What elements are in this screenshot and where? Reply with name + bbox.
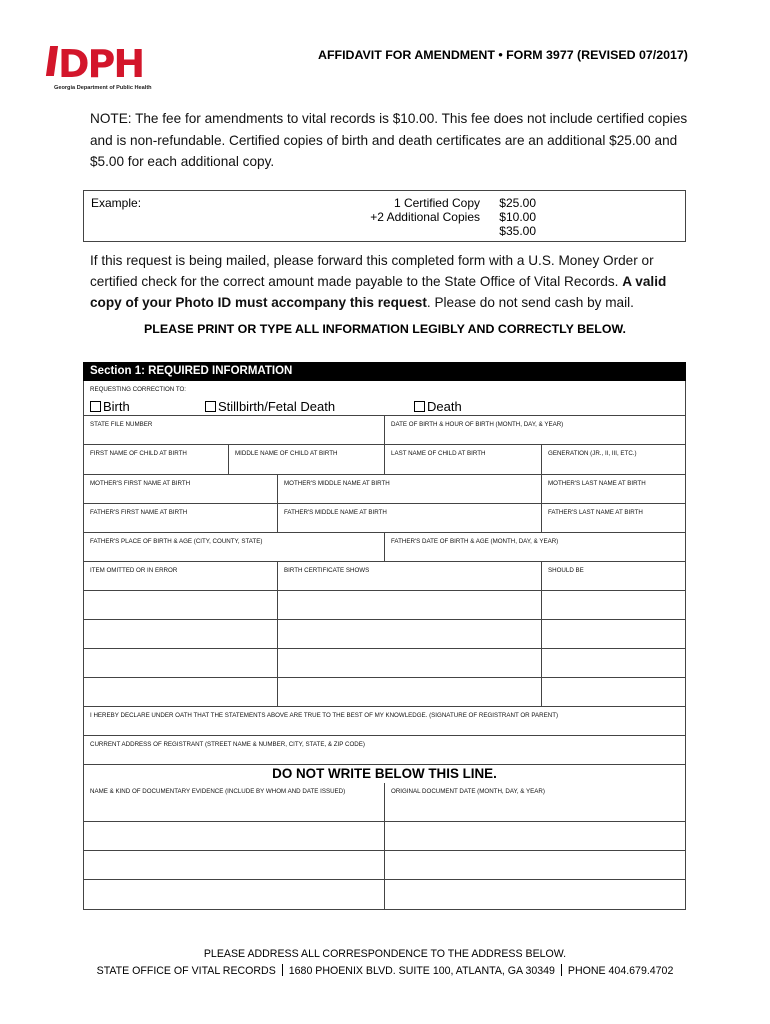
declaration-label: I HEREBY DECLARE UNDER OATH THAT THE STATEMENTS ABOVE ARE TRUE TO THE BEST OF MY KNOWLEDGE. (SIGNATURE OF REGISTRANT OR PARENT) bbox=[90, 712, 559, 719]
child-middle-name-field[interactable] bbox=[228, 445, 384, 474]
photo-id-requirement: A valid copy of your Photo ID must accompany this request bbox=[90, 274, 667, 310]
footer-separator bbox=[561, 964, 562, 976]
original-date-input[interactable] bbox=[384, 880, 685, 909]
generation-field[interactable] bbox=[541, 445, 685, 474]
checkbox-birth-label: Birth bbox=[103, 399, 130, 414]
child-last-name-field[interactable] bbox=[384, 445, 541, 474]
checkbox-death[interactable] bbox=[414, 399, 462, 414]
footer-address bbox=[0, 964, 770, 977]
example-row bbox=[344, 196, 584, 210]
mother-first-name-field[interactable] bbox=[84, 475, 277, 503]
office-use-row bbox=[84, 822, 685, 851]
father-name-row bbox=[84, 504, 685, 533]
mother-name-row bbox=[84, 475, 685, 504]
evidence-input[interactable] bbox=[84, 851, 384, 879]
office-use-row bbox=[84, 851, 685, 880]
certificate-shows-input[interactable] bbox=[277, 678, 541, 706]
father-last-name-field[interactable] bbox=[541, 504, 685, 532]
form-title: AFFIDAVIT FOR AMENDMENT • FORM 3977 (REVISED 07/2017) bbox=[318, 48, 688, 62]
date-of-birth-field[interactable] bbox=[384, 416, 685, 444]
should-be-input[interactable] bbox=[541, 649, 685, 677]
item-omitted-input[interactable] bbox=[84, 620, 277, 648]
should-be-label: SHOULD BE bbox=[548, 567, 584, 574]
should-be-field[interactable] bbox=[541, 562, 685, 590]
mother-middle-name-label: MOTHER'S MIDDLE NAME AT BIRTH bbox=[284, 480, 390, 487]
mailing-instructions bbox=[90, 250, 690, 313]
item-omitted-input[interactable] bbox=[84, 591, 277, 619]
original-document-date-field[interactable] bbox=[384, 783, 685, 821]
mother-first-name-label: MOTHER'S FIRST NAME AT BIRTH bbox=[90, 480, 191, 487]
original-date-input[interactable] bbox=[384, 851, 685, 879]
state-file-number-label: STATE FILE NUMBER bbox=[90, 421, 153, 428]
original-date-input[interactable] bbox=[384, 822, 685, 850]
mail-text-part2: . Please do not send cash by mail. bbox=[426, 295, 634, 310]
should-be-input[interactable] bbox=[541, 678, 685, 706]
example-row-amount: $25.00 bbox=[499, 196, 536, 210]
mother-middle-name-field[interactable] bbox=[277, 475, 541, 503]
checkbox-birth[interactable] bbox=[90, 399, 130, 414]
state-file-row bbox=[84, 416, 685, 445]
item-omitted-input[interactable] bbox=[84, 678, 277, 706]
correction-row bbox=[84, 591, 685, 620]
logo-letters: DPH bbox=[58, 42, 144, 86]
child-name-row bbox=[84, 445, 685, 475]
evidence-input[interactable] bbox=[84, 822, 384, 850]
certificate-shows-field[interactable] bbox=[277, 562, 541, 590]
required-info-form bbox=[83, 381, 686, 910]
footer-phone: PHONE 404.679.4702 bbox=[567, 965, 674, 977]
child-first-name-label: FIRST NAME OF CHILD AT BIRTH bbox=[90, 450, 187, 457]
father-middle-name-label: FATHER'S MIDDLE NAME AT BIRTH bbox=[284, 509, 387, 516]
certificate-shows-input[interactable] bbox=[277, 649, 541, 677]
certificate-shows-input[interactable] bbox=[277, 591, 541, 619]
dph-logo bbox=[48, 44, 150, 96]
mother-last-name-field[interactable] bbox=[541, 475, 685, 503]
item-omitted-input[interactable] bbox=[84, 649, 277, 677]
child-last-name-label: LAST NAME OF CHILD AT BIRTH bbox=[391, 450, 486, 457]
date-of-birth-label: DATE OF BIRTH & HOUR OF BIRTH (MONTH, DAY, & YEAR) bbox=[391, 421, 564, 428]
section-1-header: Section 1: REQUIRED INFORMATION bbox=[83, 362, 686, 381]
father-last-name-label: FATHER'S LAST NAME AT BIRTH bbox=[548, 509, 643, 516]
example-row-label: 1 Certified Copy bbox=[393, 196, 480, 210]
checkbox-stillbirth-label: Stillbirth/Fetal Death bbox=[218, 399, 336, 414]
evidence-input[interactable] bbox=[84, 880, 384, 909]
example-row-label bbox=[344, 224, 480, 238]
mother-last-name-label: MOTHER'S LAST NAME AT BIRTH bbox=[548, 480, 646, 487]
father-middle-name-field[interactable] bbox=[277, 504, 541, 532]
current-address-label: CURRENT ADDRESS OF REGISTRANT (STREET NAME & NUMBER, CITY, STATE, & ZIP CODE) bbox=[90, 741, 365, 748]
state-file-number-field[interactable] bbox=[84, 416, 384, 444]
example-row-amount: $10.00 bbox=[499, 210, 536, 224]
correction-row bbox=[84, 649, 685, 678]
correction-row bbox=[84, 678, 685, 707]
father-first-name-label: FATHER'S FIRST NAME AT BIRTH bbox=[90, 509, 188, 516]
father-first-name-field[interactable] bbox=[84, 504, 277, 532]
current-address-row[interactable] bbox=[84, 736, 685, 765]
footer-correspondence: PLEASE ADDRESS ALL CORRESPONDENCE TO THE ADDRESS BELOW. bbox=[203, 948, 567, 960]
do-not-write-heading: DO NOT WRITE BELOW THIS LINE. bbox=[272, 766, 497, 781]
example-row bbox=[344, 210, 584, 224]
checkbox-stillbirth[interactable] bbox=[205, 399, 335, 414]
father-date-of-birth-field[interactable] bbox=[384, 533, 685, 561]
father-date-of-birth-label: FATHER'S DATE OF BIRTH & AGE (MONTH, DAY, & YEAR) bbox=[391, 538, 559, 545]
father-place-of-birth-field[interactable] bbox=[84, 533, 384, 561]
documentary-evidence-label: NAME & KIND OF DOCUMENTARY EVIDENCE (INCLUDE BY WHOM AND DATE ISSUED) bbox=[90, 788, 346, 795]
father-place-of-birth-label: FATHER'S PLACE OF BIRTH & AGE (CITY, COUNTY, STATE) bbox=[90, 538, 263, 545]
requesting-correction-row bbox=[84, 381, 685, 416]
footer-separator bbox=[282, 964, 283, 976]
fee-note: NOTE: The fee for amendments to vital records is $10.00. This fee does not include certified copies and is non-refundable. Certified copies of birth and death certificates are an additional $25.00 and $5.00 for each additional copy. bbox=[90, 111, 688, 169]
certificate-shows-label: BIRTH CERTIFICATE SHOWS bbox=[284, 567, 370, 574]
original-document-date-label: ORIGINAL DOCUMENT DATE (MONTH, DAY, & YEAR) bbox=[391, 788, 545, 795]
documentary-evidence-field[interactable] bbox=[84, 783, 384, 821]
print-instructions: PLEASE PRINT OR TYPE ALL INFORMATION LEGIBLY AND CORRECTLY BELOW. bbox=[144, 322, 626, 336]
generation-label: GENERATION (JR., II, III, ETC.) bbox=[548, 450, 637, 457]
fee-example-box bbox=[83, 190, 686, 242]
should-be-input[interactable] bbox=[541, 620, 685, 648]
child-middle-name-label: MIDDLE NAME OF CHILD AT BIRTH bbox=[235, 450, 338, 457]
footer-office: STATE OFFICE OF VITAL RECORDS bbox=[96, 965, 276, 977]
dph-logo-mark bbox=[48, 44, 148, 86]
declaration-row[interactable] bbox=[84, 707, 685, 736]
certificate-shows-input[interactable] bbox=[277, 620, 541, 648]
child-first-name-field[interactable] bbox=[84, 445, 228, 474]
example-label: Example: bbox=[91, 196, 142, 210]
correction-row bbox=[84, 620, 685, 649]
example-row-label: +2 Additional Copies bbox=[370, 210, 480, 224]
item-omitted-label: ITEM OMITTED OR IN ERROR bbox=[90, 567, 178, 574]
corrections-header-row bbox=[84, 562, 685, 591]
office-use-row bbox=[84, 880, 685, 909]
should-be-input[interactable] bbox=[541, 591, 685, 619]
example-row-amount: $35.00 bbox=[499, 224, 536, 238]
father-birth-row bbox=[84, 533, 685, 562]
item-omitted-field[interactable] bbox=[84, 562, 277, 590]
checkbox-death-label: Death bbox=[427, 399, 462, 414]
mail-text-part1: If this request is being mailed, please forward this completed form with a U.S. Money Order or certified check for the correct amount made payable to the State Office of Vital Records. bbox=[90, 253, 654, 289]
example-row bbox=[344, 224, 584, 238]
checkbox-icon[interactable] bbox=[414, 401, 425, 412]
checkbox-icon[interactable] bbox=[205, 401, 216, 412]
checkbox-icon[interactable] bbox=[90, 401, 101, 412]
footer-street-address: 1680 PHOENIX BLVD. SUITE 100, ATLANTA, GA 30349 bbox=[288, 965, 555, 977]
logo-subtitle: Georgia Department of Public Health bbox=[54, 85, 152, 91]
requesting-correction-label: REQUESTING CORRECTION TO: bbox=[90, 386, 187, 393]
